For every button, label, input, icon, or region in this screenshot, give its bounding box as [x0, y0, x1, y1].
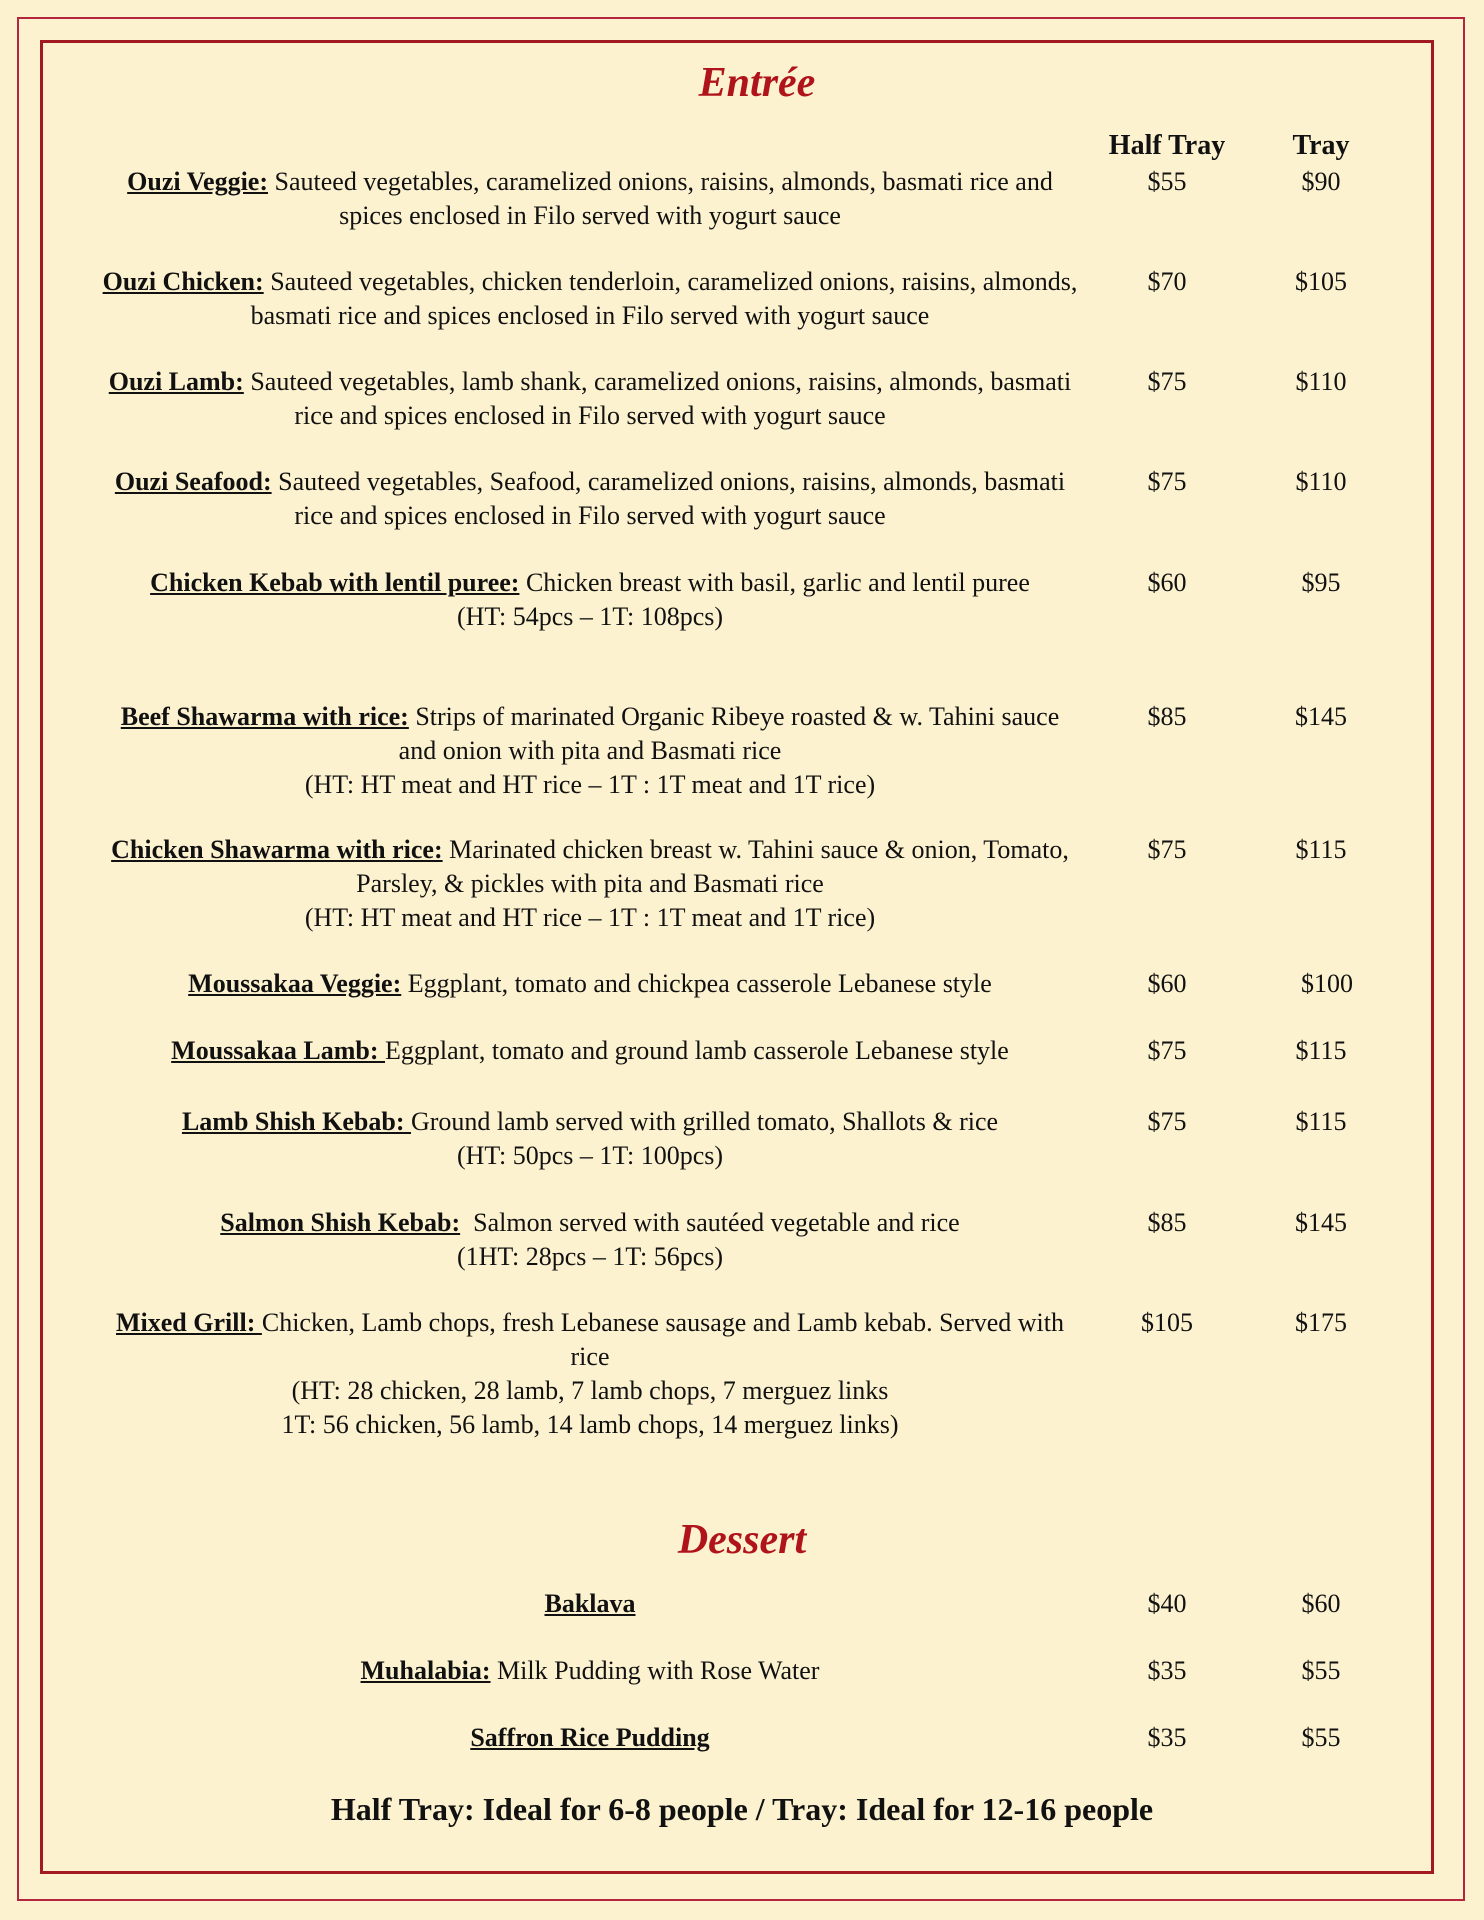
item-portion-detail: (HT: 50pcs – 1T: 100pcs) — [456, 1141, 724, 1170]
price-tray: $90 — [1301, 167, 1341, 196]
item-name: Saffron Rice Pudding — [470, 1723, 710, 1752]
menu-item-moussakaa-lamb — [100, 1034, 1080, 1068]
item-name: Moussakaa Veggie: — [188, 969, 402, 998]
price-tray: $55 — [1301, 1656, 1341, 1685]
item-name: Ouzi Seafood: — [114, 467, 272, 496]
item-portion-detail: (1HT: 28pcs – 1T: 56pcs) — [456, 1242, 724, 1271]
half-tray-header: Half Tray — [1108, 130, 1226, 161]
item-description: Ground lamb served with grilled tomato, Shallots & rice — [410, 1107, 999, 1136]
menu-item-baklava — [100, 1587, 1080, 1621]
price-tray: $110 — [1295, 467, 1347, 496]
price-half-tray: $55 — [1147, 167, 1187, 196]
item-description: Strips of marinated Organic Ribeye roasted & w. Tahini sauce and onion with pita and Basmati rice — [398, 702, 1060, 765]
price-tray: $110 — [1295, 367, 1347, 396]
price-tray: $55 — [1301, 1723, 1341, 1752]
item-name: Chicken Kebab with lentil puree: — [150, 568, 520, 597]
price-half-tray: $35 — [1147, 1656, 1187, 1685]
price-tray: $115 — [1295, 1107, 1347, 1136]
price-tray: $115 — [1295, 1036, 1347, 1065]
item-description: Eggplant, tomato and ground lamb casserole Lebanese style — [385, 1036, 1009, 1065]
price-half-tray: $85 — [1147, 1208, 1187, 1237]
item-portion-detail-2: 1T: 56 chicken, 56 lamb, 14 lamb chops, 14 merguez links) — [281, 1410, 899, 1439]
price-half-tray: $60 — [1147, 969, 1187, 998]
item-description: Sauteed vegetables, Seafood, caramelized onions, raisins, almonds, basmati rice and spices enclosed in Filo served with yogurt sauce — [271, 467, 1066, 530]
item-portion-detail: (HT: HT meat and HT rice – 1T : 1T meat and 1T rice) — [304, 770, 876, 799]
menu-item-moussakaa-veggie — [100, 967, 1080, 1001]
menu-item-mixed-grill — [100, 1306, 1080, 1442]
item-name: Baklava — [544, 1589, 636, 1618]
item-name: Mixed Grill: — [116, 1308, 262, 1337]
price-half-tray: $60 — [1147, 568, 1187, 597]
price-tray: $175 — [1295, 1308, 1347, 1337]
item-name: Ouzi Lamb: — [108, 367, 244, 396]
price-half-tray: $75 — [1147, 1036, 1187, 1065]
entree-title: Entrée — [698, 60, 816, 106]
price-half-tray: $70 — [1147, 267, 1187, 296]
item-description: Eggplant, tomato and chickpea casserole Lebanese style — [401, 969, 992, 998]
item-description: Milk Pudding with Rose Water — [490, 1656, 820, 1685]
menu-item-ouzi-lamb — [100, 365, 1080, 433]
price-tray: $145 — [1295, 702, 1347, 731]
menu-item-lamb-shish-kebab — [100, 1105, 1080, 1173]
price-half-tray: $75 — [1147, 467, 1187, 496]
item-description: Salmon served with sautéed vegetable and rice — [460, 1208, 960, 1237]
item-portion-detail: (HT: 28 chicken, 28 lamb, 7 lamb chops, 7 merguez links — [291, 1376, 889, 1405]
item-name: Salmon Shish Kebab: — [220, 1208, 461, 1237]
serving-size-note: Half Tray: Ideal for 6-8 people / Tray: Ideal for 12-16 people — [330, 1791, 1154, 1827]
item-portion-detail: (HT: 54pcs – 1T: 108pcs) — [456, 602, 724, 631]
tray-header: Tray — [1292, 130, 1350, 161]
price-tray: $60 — [1301, 1589, 1341, 1618]
item-description: Marinated chicken breast w. Tahini sauce & onion, Tomato, Parsley, & pickles with pita and Basmati rice — [356, 835, 1069, 898]
menu-item-saffron-rice-pudding — [100, 1721, 1080, 1755]
item-description: Chicken breast with basil, garlic and lentil puree — [519, 568, 1030, 597]
item-name: Ouzi Chicken: — [102, 267, 264, 296]
menu-item-muhalabia — [100, 1654, 1080, 1688]
price-half-tray: $75 — [1147, 1107, 1187, 1136]
item-name: Chicken Shawarma with rice: — [111, 835, 443, 864]
price-tray: $105 — [1295, 267, 1347, 296]
menu-item-ouzi-veggie — [100, 165, 1080, 233]
menu-item-ouzi-seafood — [100, 465, 1080, 533]
item-description: Sauteed vegetables, chicken tenderloin, caramelized onions, raisins, almonds, basmati rice and spices enclosed in Filo served with yogurt sauce — [250, 267, 1078, 330]
price-half-tray: $40 — [1147, 1589, 1187, 1618]
item-description: Chicken, Lamb chops, fresh Lebanese sausage and Lamb kebab. Served with rice — [261, 1308, 1064, 1371]
item-description: Sauteed vegetables, caramelized onions, raisins, almonds, basmati rice and spices enclosed in Filo served with yogurt sauce — [268, 167, 1053, 230]
item-portion-detail: (HT: HT meat and HT rice – 1T : 1T meat and 1T rice) — [304, 903, 876, 932]
menu-item-beef-shawarma — [100, 700, 1080, 802]
item-name: Lamb Shish Kebab: — [181, 1107, 411, 1136]
price-tray: $115 — [1295, 835, 1347, 864]
menu-item-chicken-kebab — [100, 566, 1080, 634]
price-half-tray: $75 — [1147, 367, 1187, 396]
dessert-title: Dessert — [677, 1517, 807, 1563]
price-tray: $95 — [1301, 568, 1341, 597]
item-name: Moussakaa Lamb: — [171, 1036, 385, 1065]
price-half-tray: $75 — [1147, 835, 1187, 864]
item-name: Muhalabia: — [360, 1656, 491, 1685]
price-half-tray: $85 — [1147, 702, 1187, 731]
item-name: Beef Shawarma with rice: — [120, 702, 409, 731]
menu-item-chicken-shawarma — [100, 833, 1080, 935]
price-half-tray: $105 — [1141, 1308, 1193, 1337]
menu-item-salmon-shish-kebab — [100, 1206, 1080, 1274]
item-description: Sauteed vegetables, lamb shank, caramelized onions, raisins, almonds, basmati rice and spices enclosed in Filo served with yogurt sauce — [243, 367, 1072, 430]
menu-item-ouzi-chicken — [100, 265, 1080, 333]
item-name: Ouzi Veggie: — [127, 167, 269, 196]
price-tray: $100 — [1301, 969, 1353, 998]
price-tray: $145 — [1295, 1208, 1347, 1237]
price-half-tray: $35 — [1147, 1723, 1187, 1752]
